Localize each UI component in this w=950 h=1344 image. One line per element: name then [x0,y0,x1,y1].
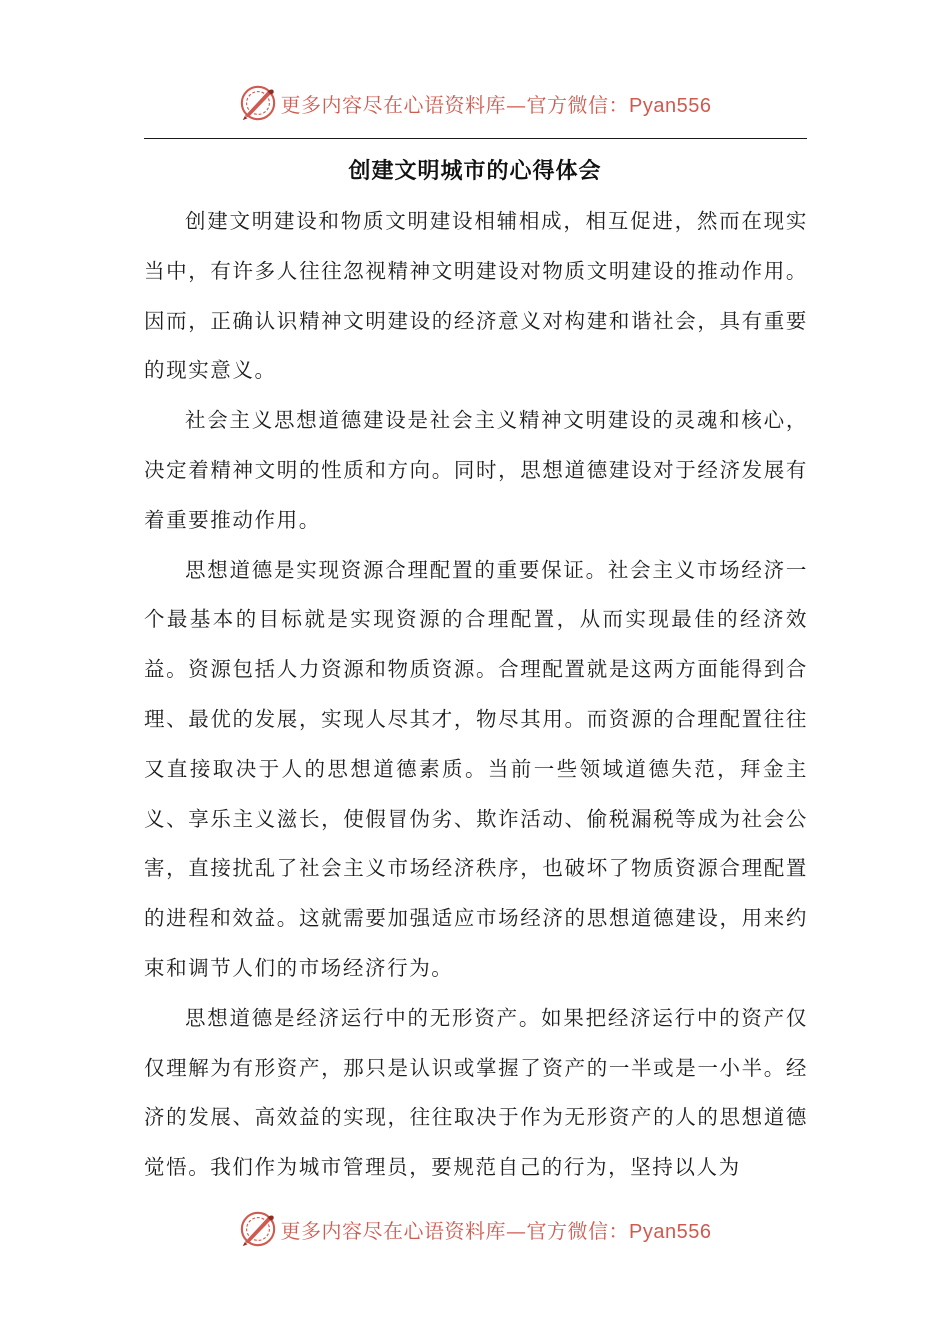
document-body [144,197,808,1193]
paragraph: 社会主义思想道德建设是社会主义精神文明建设的灵魂和核心，决定着精神文明的性质和方向。同时，思想道德建设对于经济发展有着重要推动作用。 [144,408,808,532]
footer-banner [0,1204,950,1254]
wechat-id: Pyan556 [629,94,712,117]
header-banner [0,78,950,128]
quill-pen-icon [239,1210,277,1248]
banner-text: 更多内容尽在心语资料库—官方微信： [280,1218,630,1243]
wechat-id: Pyan556 [629,1220,712,1243]
quill-pen-icon [239,84,277,122]
banner-text: 更多内容尽在心语资料库—官方微信： [280,92,630,117]
header-divider [144,138,807,139]
paragraph: 思想道德是实现资源合理配置的重要保证。社会主义市场经济一个最基本的目标就是实现资源的合理配置，从而实现最佳的经济效益。资源包括人力资源和物质资源。合理配置就是这两方面能得到合理、最优的发展，实现人尽其才，物尽其用。而资源的合理配置往往又直接取决于人的思想道德素质。当前一些领域道德失范，拜金主义、享乐主义滋长，使假冒伪劣、欺诈活动、偷税漏税等成为社会公害，直接扰乱了社会主义市场经济秩序，也破坏了物质资源合理配置的进程和效益。这就需要加强适应市场经济的思想道德建设，用来约束和调节人们的市场经济行为。 [144,557,808,980]
paragraph: 创建文明建设和物质文明建设相辅相成，相互促进，然而在现实当中，有许多人往往忽视精神文明建设对物质文明建设的推动作用。因而，正确认识精神文明建设的经济意义对构建和谐社会，具有重要的现实意义。 [144,209,808,383]
document-title: 创建文明城市的心得体会 [348,159,602,184]
paragraph: 思想道德是经济运行中的无形资产。如果把经济运行中的资产仅仅理解为有形资产，那只是认识或掌握了资产的一半或是一小半。经济的发展、高效益的实现，往往取决于作为无形资产的人的思想道德觉悟。我们作为城市管理员，要规范自己的行为，坚持以人为 [144,1005,808,1180]
